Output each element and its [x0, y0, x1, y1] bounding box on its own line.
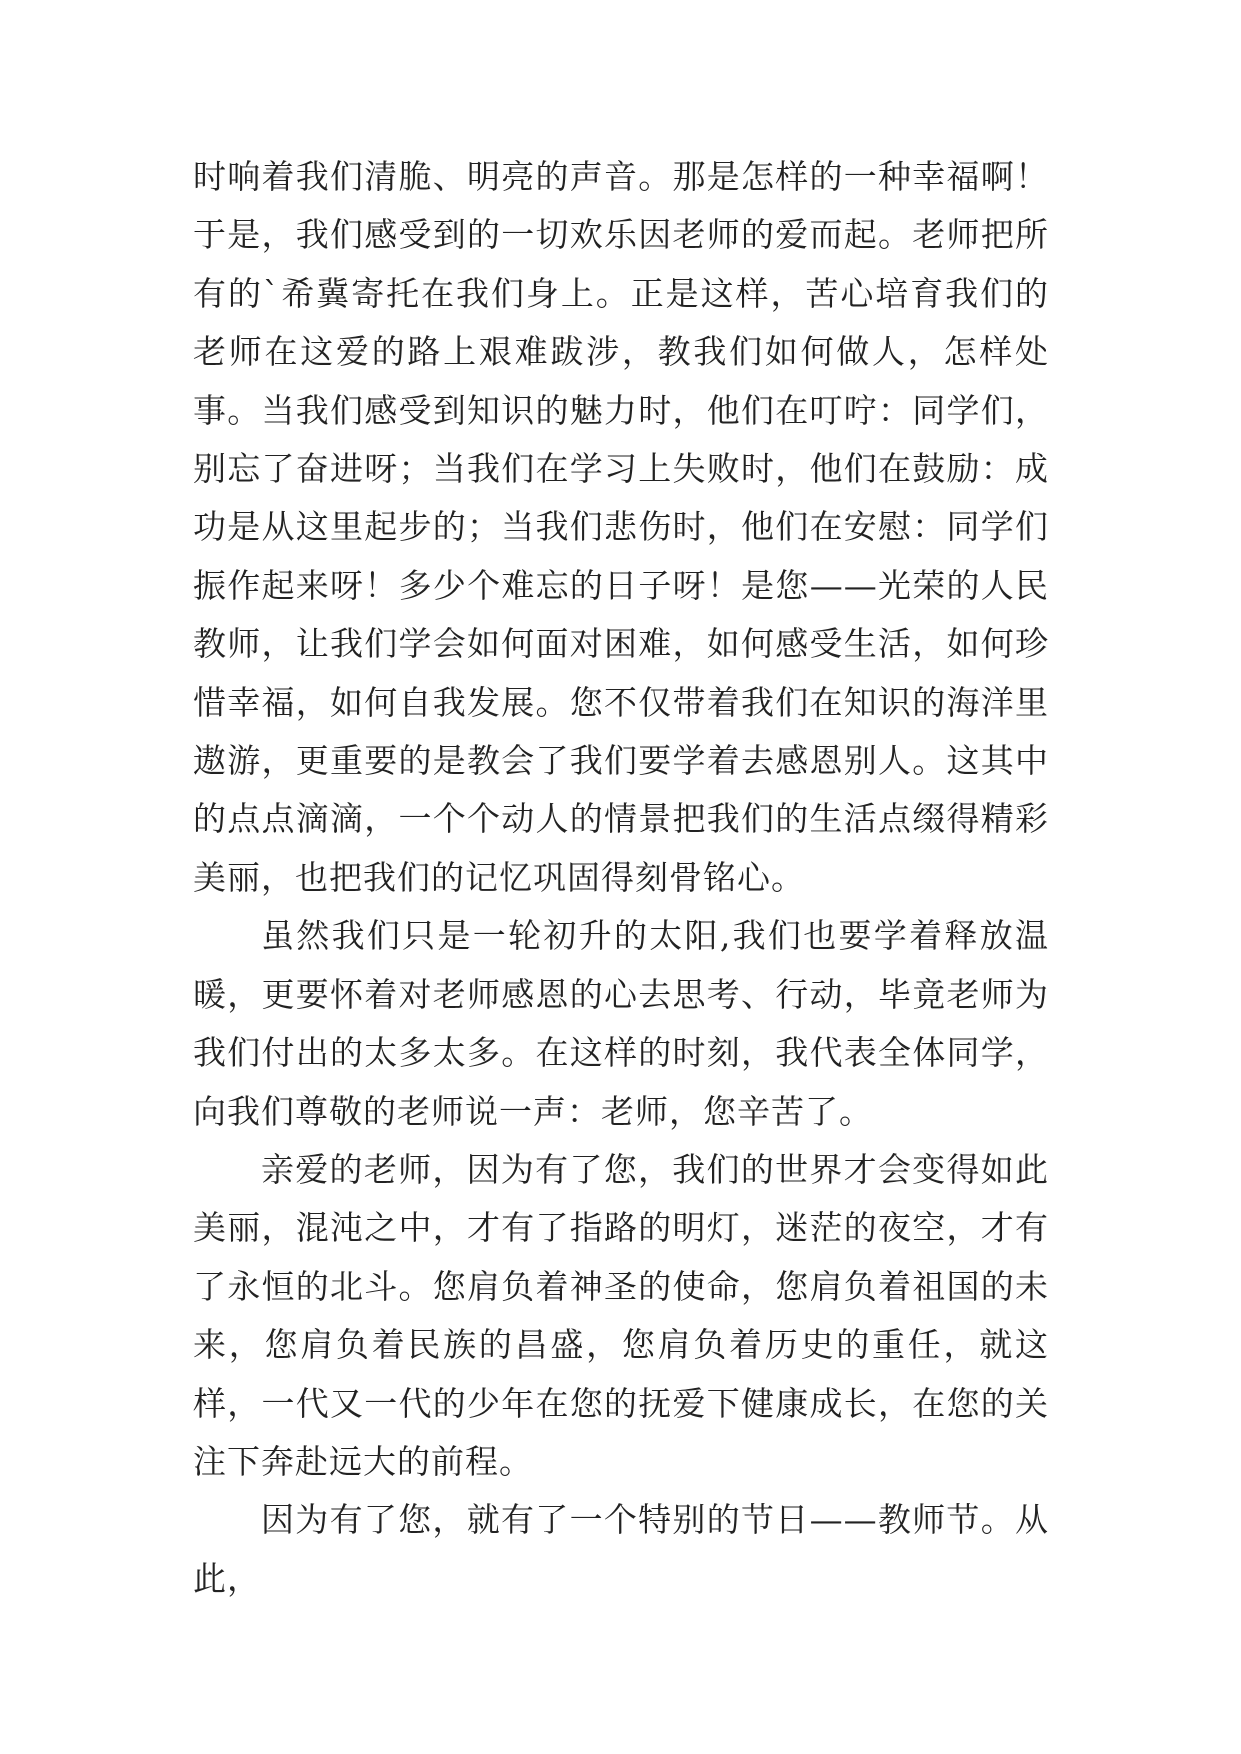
document-body: [193, 148, 1049, 1608]
paragraph-4: 因为有了您，就有了一个特别的节日——教师节。从此，: [193, 1500, 1049, 1598]
paragraph-1: 时响着我们清脆、明亮的声音。那是怎样的一种幸福啊！于是，我们感受到的一切欢乐因老师的爱而起。老师把所有的`希冀寄托在我们身上。正是这样，苦心培育我们的老师在这爱的路上艰难跋涉，教我们如何做人，怎样处事。当我们感受到知识的魅力时，他们在叮咛：同学们，别忘了奋进呀；当我们在学习上失败时，他们在鼓励：成功是从这里起步的；当我们悲伤时，他们在安慰：同学们振作起来呀！多少个难忘的日子呀！是您——光荣的人民教师，让我们学会如何面对困难，如何感受生活，如何珍惜幸福，如何自我发展。您不仅带着我们在知识的海洋里遨游，更重要的是教会了我们要学着去感恩别人。这其中的点点滴滴，一个个动人的情景把我们的生活点缀得精彩美丽，也把我们的记忆巩固得刻骨铭心。: [193, 157, 1049, 897]
paragraph-3: 亲爱的老师，因为有了您，我们的世界才会变得如此美丽，混沌之中，才有了指路的明灯，迷茫的夜空，才有了永恒的北斗。您肩负着神圣的使命，您肩负着祖国的未来，您肩负着民族的昌盛，您肩负着历史的重任，就这样，一代又一代的少年在您的抚爱下健康成长，在您的关注下奔赴远大的前程。: [193, 1149, 1049, 1481]
paragraph-2: 虽然我们只是一轮初升的太阳,我们也要学着释放温暖，更要怀着对老师感恩的心去思考、行动，毕竟老师为我们付出的太多太多。在这样的时刻，我代表全体同学，向我们尊敬的老师说一声：老师，您辛苦了。: [193, 916, 1049, 1131]
